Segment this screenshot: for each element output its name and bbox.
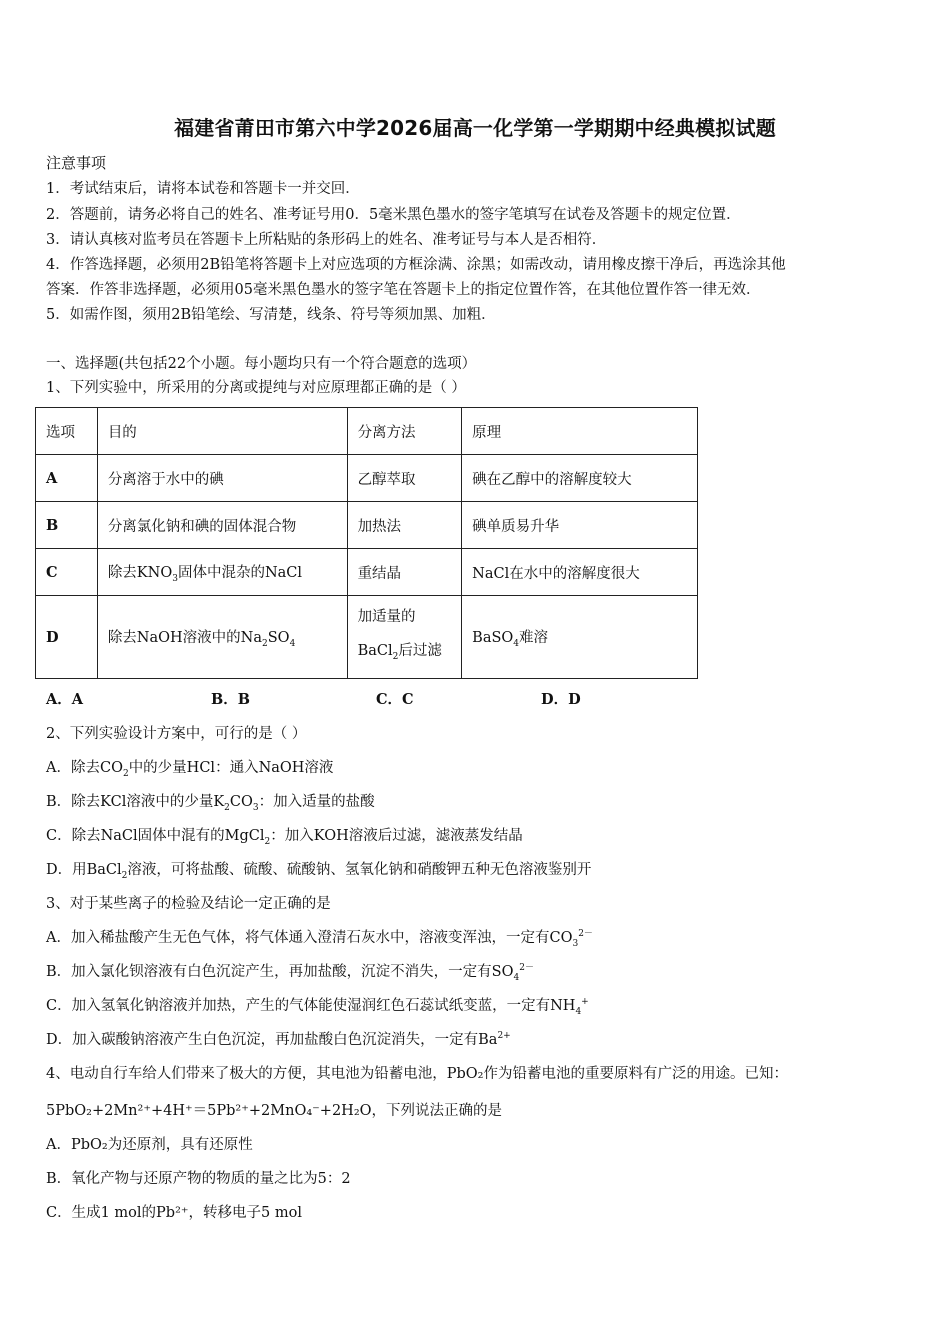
q4-option-a[interactable]: A．PbO₂为还原剂，具有还原性 xyxy=(46,1137,253,1153)
table-header-row xyxy=(36,408,698,455)
page-title: 福建省莆田市第六中学2026届高一化学第一学期期中经典模拟试题 xyxy=(174,116,776,140)
table-cell-purpose: 分离溶于水中的碘 xyxy=(97,455,347,502)
q2-option-c[interactable] xyxy=(46,824,523,847)
table-cell-method: 乙醇萃取 xyxy=(347,455,462,502)
subscript: 2 xyxy=(224,802,230,813)
q1-stem: 1、下列实验中，所采用的分离或提纯与对应原理都正确的是（ ） xyxy=(46,380,466,396)
subscript: 2 xyxy=(264,836,271,847)
notice-item-3: 3．请认真核对监考员在答题卡上所粘贴的条形码上的姓名、准考证号与本人是否相符． xyxy=(46,232,607,248)
table-cell-opt: D xyxy=(36,596,98,679)
purpose-text: 固体中混杂的NaCl xyxy=(177,564,303,581)
subscript: 4 xyxy=(289,638,296,649)
q2-stem: 2、下列实验设计方案中，可行的是（ ） xyxy=(46,726,307,742)
option-d[interactable]: D．D xyxy=(541,691,581,708)
notice-item-5: 5．如需作图，须用2B铅笔绘、写清楚，线条、符号等须加黑、加粗． xyxy=(46,307,496,323)
table-row xyxy=(36,455,698,502)
table-cell-principle xyxy=(462,596,698,679)
notice-heading: 注意事项 xyxy=(46,154,107,172)
option-c[interactable]: C．C xyxy=(376,691,414,708)
option-text: A．加入稀盐酸产生无色气体，将气体通入澄清石灰水中，溶液变浑浊，一定有CO xyxy=(46,930,573,946)
notice-item-1: 1．考试结束后，请将本试卷和答题卡一并交回． xyxy=(46,181,360,197)
table-cell-opt: C xyxy=(36,549,98,596)
subscript: 2 xyxy=(392,651,399,662)
q4-stem: 4、电动自行车给人们带来了极大的方便，其电池为铅蓄电池，PbO₂作为铅蓄电池的重要原料有广泛的用途。已知： xyxy=(46,1066,788,1082)
table-cell-purpose xyxy=(97,596,347,679)
q3-stem: 3、对于某些离子的检验及结论一定正确的是 xyxy=(46,896,331,912)
table-cell-method: 重结晶 xyxy=(347,549,462,596)
principle-text: 难溶 xyxy=(519,629,549,646)
method-line-1: 加适量的 xyxy=(357,609,416,626)
purpose-text: 除去KNO xyxy=(107,564,173,581)
q1-options xyxy=(46,688,581,709)
table-cell-opt: B xyxy=(36,502,98,549)
table-cell-principle: 碘在乙醇中的溶解度较大 xyxy=(462,455,698,502)
table-cell-principle: NaCl在水中的溶解度很大 xyxy=(462,549,698,596)
subscript: 2 xyxy=(121,870,128,881)
q1-table xyxy=(35,407,698,679)
method-text: 后过滤 xyxy=(398,643,442,660)
option-b[interactable]: B．B xyxy=(211,691,251,708)
q3-option-d[interactable] xyxy=(46,1028,511,1049)
purpose-text: SO xyxy=(267,629,290,646)
option-text: C．除去NaCl固体中混有的MgCl xyxy=(46,828,265,844)
q3-option-b[interactable] xyxy=(46,960,534,983)
superscript: 2+ xyxy=(497,1031,511,1042)
subscript: 4 xyxy=(513,638,520,649)
q2-option-a[interactable] xyxy=(46,756,333,779)
superscript: 2－ xyxy=(578,929,593,940)
table-cell-opt: A xyxy=(36,455,98,502)
notice-item-4: 4．作答选择题，必须用2B铅笔将答题卡上对应选项的方框涂满、涂黑；如需改动，请用橡皮擦干净后，再选涂其他 xyxy=(46,257,786,273)
subscript: 2 xyxy=(262,638,268,649)
subscript: 3 xyxy=(252,802,259,813)
q4-option-b[interactable]: B．氧化产物与还原产物的物质的量之比为5：2 xyxy=(46,1171,351,1187)
section-heading: 一、选择题(共包括22个小题。每小题均只有一个符合题意的选项） xyxy=(46,356,477,372)
subscript: 3 xyxy=(572,938,579,949)
q4-option-c[interactable]: C．生成1 mol的Pb²⁺，转移电子5 mol xyxy=(46,1205,303,1221)
superscript: 2－ xyxy=(519,963,534,974)
table-header: 目的 xyxy=(97,408,347,455)
table-cell-method xyxy=(347,596,462,679)
superscript: + xyxy=(581,997,589,1008)
option-text: B．除去KCl溶液中的少量K xyxy=(46,794,225,810)
table-cell-purpose xyxy=(97,549,347,596)
q2-option-b[interactable] xyxy=(46,790,375,813)
q2-option-d[interactable] xyxy=(46,858,591,881)
subscript: 4 xyxy=(575,1006,582,1017)
q4-equation: 5PbO₂+2Mn²⁺+4H⁺＝5Pb²⁺+2MnO₄⁻+2H₂O，下列说法正确的是 xyxy=(46,1103,503,1119)
option-text: ：加入适量的盐酸 xyxy=(258,794,375,810)
method-text: BaCl xyxy=(357,643,393,660)
subscript: 2 xyxy=(122,768,129,779)
option-text: A．除去CO xyxy=(46,760,123,776)
subscript: 3 xyxy=(172,573,178,584)
table-cell-principle: 碘单质易升华 xyxy=(462,502,698,549)
notice-item-4-cont: 答案．作答非选择题，必须用05毫米黑色墨水的签字笔在答题卡上的指定位置作答，在其他位置作答一律无效． xyxy=(46,282,761,298)
option-text: 溶液，可将盐酸、硫酸、硫酸钠、氢氧化钠和硝酸钾五种无色溶液鉴别开 xyxy=(127,862,592,878)
option-text: D．用BaCl xyxy=(46,862,122,878)
principle-text: BaSO xyxy=(472,629,514,646)
table-row xyxy=(36,549,698,596)
table-header: 选项 xyxy=(36,408,98,455)
q3-option-c[interactable] xyxy=(46,994,589,1017)
option-text: D．加入碳酸钠溶液产生白色沉淀，再加盐酸白色沉淀消失，一定有Ba xyxy=(46,1032,498,1048)
table-row xyxy=(36,502,698,549)
option-text: 中的少量HCl：通入NaOH溶液 xyxy=(128,760,334,776)
method-line-2 xyxy=(358,634,452,674)
option-a[interactable]: A．A xyxy=(46,691,84,708)
table-cell-purpose: 分离氯化钠和碘的固体混合物 xyxy=(97,502,347,549)
option-text: CO xyxy=(229,794,253,810)
option-text: ：加入KOH溶液后过滤，滤液蒸发结晶 xyxy=(270,828,523,844)
option-text: C．加入氢氧化钠溶液并加热，产生的气体能使湿润红色石蕊试纸变蓝，一定有NH xyxy=(46,998,576,1014)
notice-item-2: 2．答题前，请务必将自己的姓名、准考证号用0．5毫米黑色墨水的签字笔填写在试卷及答题卡的规定位置． xyxy=(46,207,741,223)
table-header: 原理 xyxy=(462,408,698,455)
option-text: B．加入氯化钡溶液有白色沉淀产生，再加盐酸，沉淀不消失，一定有SO xyxy=(46,964,514,980)
subscript: 4 xyxy=(513,972,520,983)
table-cell-method: 加热法 xyxy=(347,502,462,549)
table-row xyxy=(36,596,698,679)
purpose-text: 除去NaOH溶液中的Na xyxy=(107,629,263,646)
q3-option-a[interactable] xyxy=(46,926,593,949)
table-header: 分离方法 xyxy=(347,408,462,455)
